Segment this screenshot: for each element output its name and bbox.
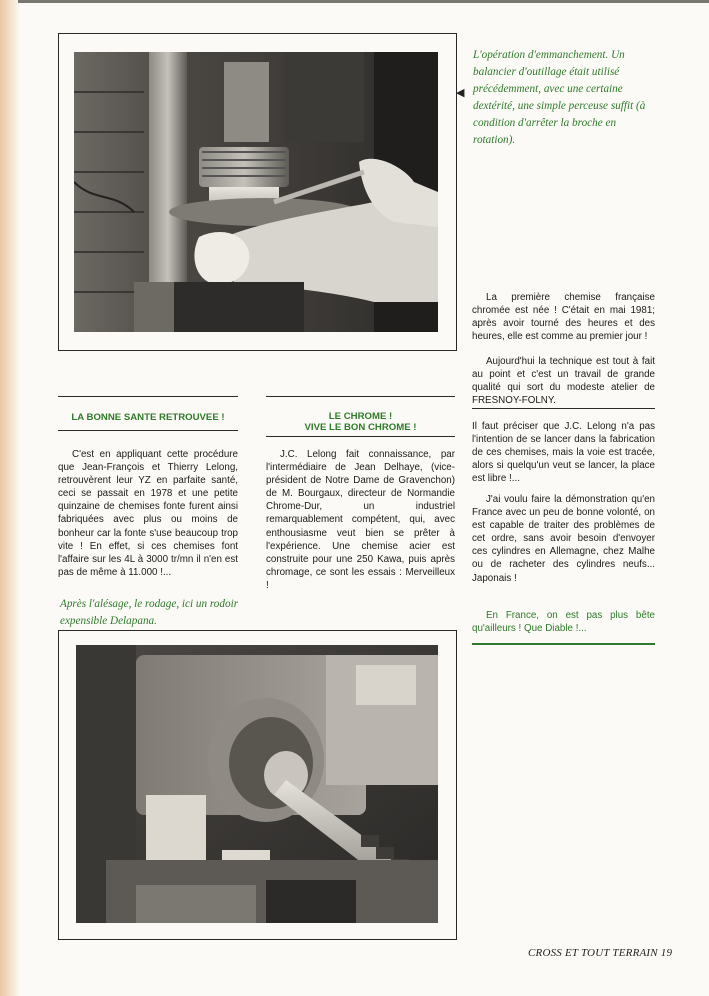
rule-col2	[266, 396, 455, 397]
heading-col1: LA BONNE SANTE RETROUVEE !	[71, 412, 225, 423]
rule-col1-under	[58, 430, 238, 431]
col3-paragraph-3: Il faut préciser que J.C. Lelong n'a pas l'intention de se lancer dans la fabrication de ces chemises, mais la voie est tracée, alors si quelqu'un veut se lancer, la place est libre !...	[472, 421, 655, 485]
rule-col1	[58, 396, 238, 397]
rule-col3	[472, 408, 655, 409]
col3-paragraph-5: En France, on est pas plus bête qu'ailleurs ! Que Diable !...	[472, 610, 655, 635]
col3-paragraph-2: Aujourd'hui la technique est tout à fait au point et c'est un travail de grande qualité qui sort du modeste atelier de FRESNOY-FOLNY.	[472, 356, 655, 407]
rule-col3-green	[472, 643, 655, 645]
page-folio: CROSS ET TOUT TERRAIN 19	[528, 947, 673, 959]
rule-col2-under	[266, 436, 455, 437]
col1-paragraph: C'est en appliquant cette procédure que Jean-François et Thierry Lelong, retrouvèrent leur YZ en parfaite santé, ceci se passait en 1978 et une petite quinzaine de chemises fonte furent ainsi fabriquées avec plus ou moins de bonheur car la fonte s'use beaucoup trop vite ! En effet, si ces chemises font l'affaire sur les 4L à 3000 tr/mn il n'en est pas de même à 11.000 !...	[58, 449, 238, 578]
caption-bottom: Après l'alésage, le rodage, ici un rodoir expensible Delapana.	[60, 598, 239, 627]
photo-drilling-operation	[74, 52, 438, 332]
caption-arrow-icon: ◀	[456, 87, 465, 99]
photo-honing-tool	[76, 645, 438, 923]
page-edge-shadow	[0, 0, 20, 996]
top-rule	[18, 0, 709, 3]
caption-top: L'opération d'emmanchement. Un balancier d'outillage était utilisé précédemment, avec une certaine dextérité, une simple perceuse suffit (à condition d'arrêter la broche en rotation).	[473, 49, 646, 146]
col3-paragraph-4: J'ai voulu faire la démonstration qu'en France avec un peu de bonne volonté, on est capable de traiter des problèmes de cet ordre, sans avoir besoin d'envoyer ces cylindres en Allemagne, chez Malhe ou de racheter des cylindres neufs... Japonais !	[472, 494, 655, 584]
col3-paragraph-1: La première chemise française chromée est née ! C'était en mai 1981; après avoir tourné des heures et des heures, elle est comme au premier jour !	[472, 292, 655, 343]
heading-col2: LE CHROME ! VIVE LE BON CHROME !	[304, 411, 417, 433]
col2-paragraph: J.C. Lelong fait connaissance, par l'intermédiaire de Jean Delhaye, (vice-président de Notre Dame de Gravenchon) de M. Bourgaux, directeur de Normandie Chrome-Dur, un industriel remarquablement compétent, qui, avec enthousiasme veut bien se prêter à l'expérience. Une chemise acier est construite pour une 250 Kawa, puis après chromage, ce sont les essais : Merveilleux !	[266, 449, 455, 591]
